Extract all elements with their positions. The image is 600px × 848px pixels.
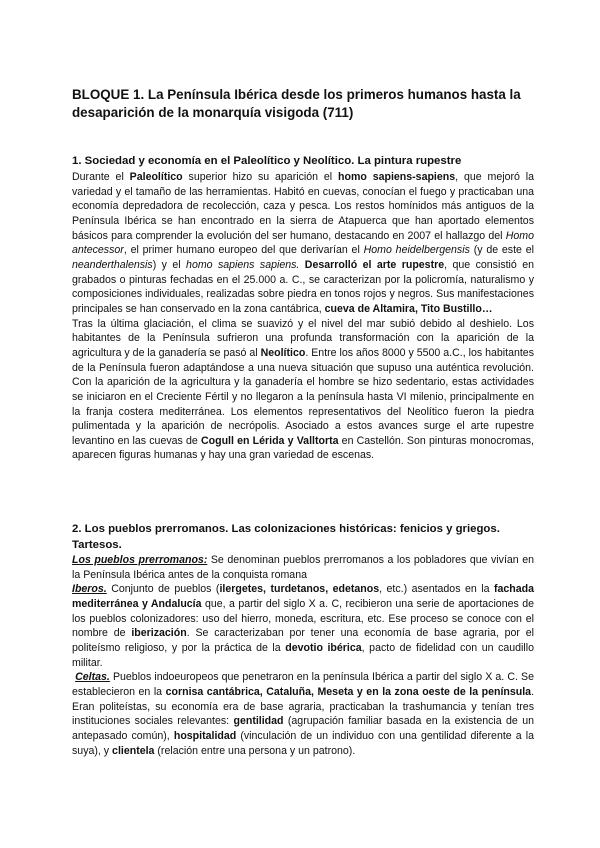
section-heading: 2. Los pueblos prerromanos. Las colonizaciones históricas: fenicios y griegos. Tartesos. [72, 523, 500, 551]
section-pueblos-prerromanos [72, 521, 534, 758]
paragraph-celtas: Celtas. Pueblos indoeuropeos que penetraron en la península Ibérica a partir del siglo X a. C. Se establecieron en la cornisa cantábrica, Cataluña, Meseta y en la zona oeste de la península. Eran politeístas, su economía era de base agraria, practicaban la trashumancia y tenían tres instituciones sociales relevantes: gentilidad (agrupación familiar basada en la existencia de un antepasado común), hospitalidad (vinculación de un individuo con una gentilidad diferente a la suya), y clientela (relación entre una persona y un patrono). [72, 671, 535, 757]
paragraph-pueblos-prerromanos: Los pueblos prerromanos: Se denominan pueblos prerromanos a los pobladores que vivían en la Península Ibérica antes de la conquista romana [72, 554, 534, 581]
paragraph-iberos: Iberos. Conjunto de pueblos (ilergetes, turdetanos, edetanos, etc.) asentados en la fachada mediterránea y Andalucía que, a partir del siglo X a. C, recibieron una serie de aportaciones de los pueblos colonizadores: uso del hierro, moneda, escritura, etc. Ese proceso se conoce con el nombre de iberización. Se caracterizaban por tener una economía de base agraria, por el politeísmo religioso, y por la práctica de la devotio ibérica, pacto de fidelidad con un caudillo militar. [72, 583, 535, 669]
paragraph-neolitico: Tras la última glaciación, el clima se suavizó y el nivel del mar subió debido al deshielo. Los habitantes de la Península sufrieron una profunda transformación con la aparición de la agricultura y de la ganadería se pasó al Neolítico. Entre los años 8000 y 5500 a.C., los habitantes de la Península fueron adaptándose a una nueva situación que supuso una auténtica revolución. Con la aparición de la agricultura y la ganadería el hombre se hizo sedentario, estas actividades se iniciaron en el Creciente Fértil y no llegaron a la península hasta VI milenio, principalmente en la franja costera mediterránea. Los elementos representativos del Neolítico fueron la piedra pulimentada y la aparición de necrópolis. Asociado a estos avances surge el arte rupestre levantino en las cuevas de Cogull en Lérida y Valltorta en Castellón. Son pinturas monocromas, aparecen figuras humanas y hay una gran variedad de escenas. [72, 317, 534, 462]
paragraph-paleolitico: Durante el Paleolítico superior hizo su aparición el homo sapiens-sapiens, que mejoró la variedad y el tamaño de las herramientas. Habitó en cuevas, conocían el fuego y practicaban una economía depredadora de recolección, caza y pesca. Los restos homínidos más antiguos de la Península Ibérica se han encontrado en la sierra de Atapuerca que han aportado elementos básicos para comprender la evolución del ser humano, destacando en 2007 el hallazgo del Homo antecessor, el primer humano europeo del que derivarían el Homo heidelbergensis (y de este el neanderthalensis) y el homo sapiens sapiens. Desarrolló el arte rupestre, que consistió en grabados o pinturas fechadas en el 25.000 a. C., se caracterizan por la policromía, naturalismo y composiciones individuales, realizadas sobre piedra en tonos rojos y negros. Sus manifestaciones principales se han conservado en la zona cantábrica, cueva de Altamira, Tito Bustillo… [72, 171, 535, 315]
section-paleolitico-neolitico [72, 154, 534, 463]
section-heading: 1. Sociedad y economía en el Paleolítico y Neolítico. La pintura rupestre [72, 155, 462, 167]
document-title: BLOQUE 1. La Península Ibérica desde los primeros humanos hasta la desaparición de la monarquía visigoda (711) [72, 87, 521, 120]
